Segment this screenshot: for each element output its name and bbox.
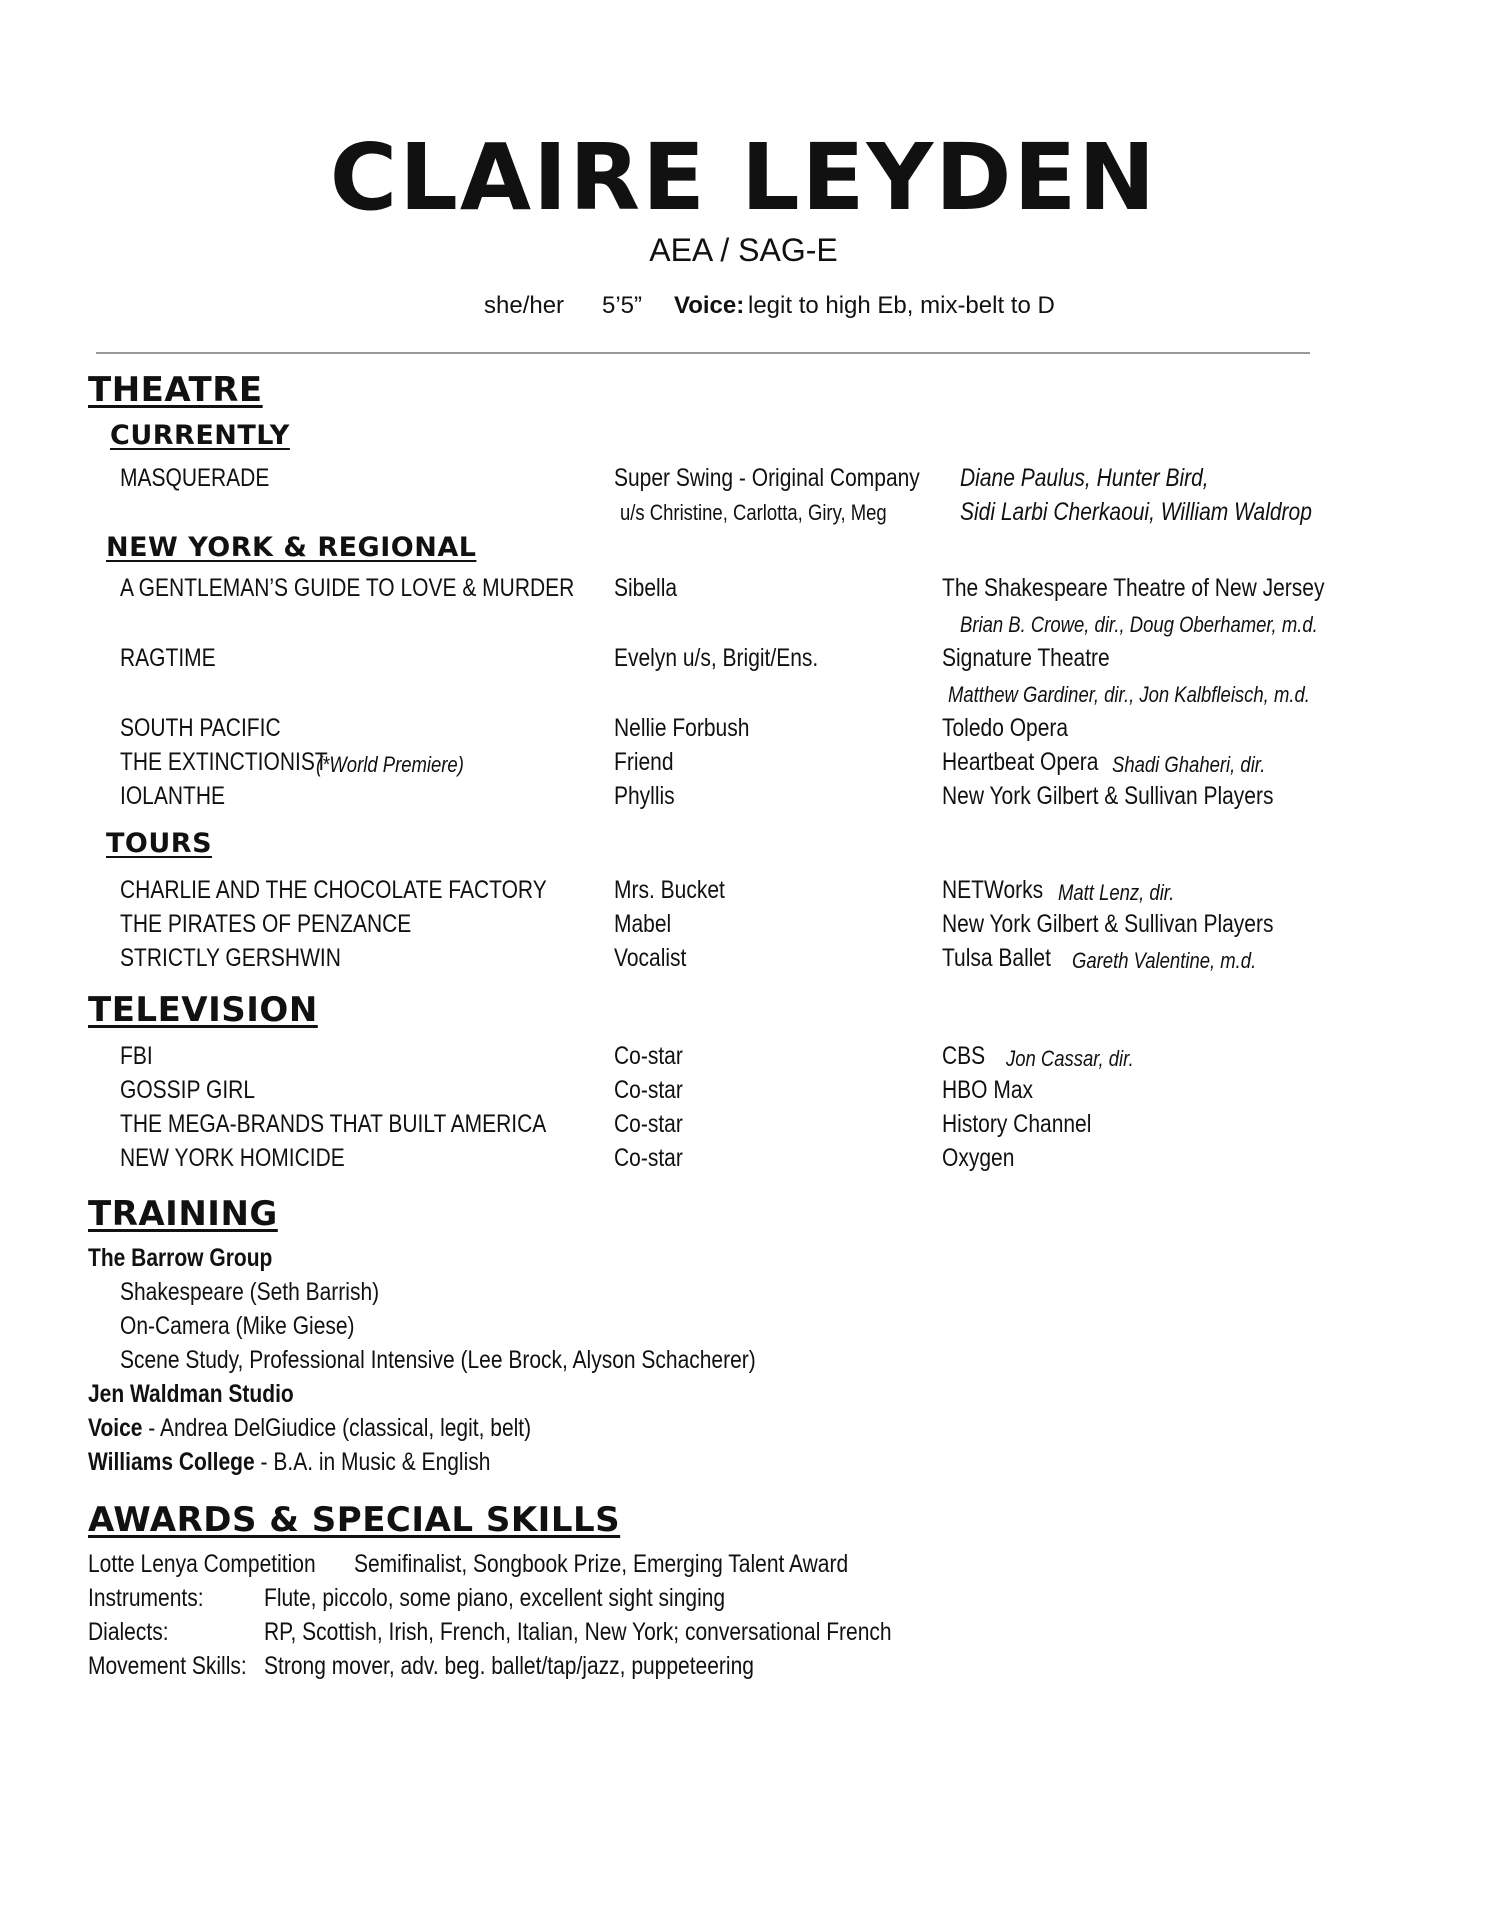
credit-director: Gareth Valentine, m.d. [1072, 948, 1257, 973]
header-divider [96, 352, 1310, 354]
training-college-text: - B.A. in Music & English [254, 1448, 491, 1476]
credit-role: Super Swing - Original Company [614, 464, 920, 492]
credit-network: CBS [942, 1042, 986, 1070]
credit-director: Jon Cassar, dir. [1006, 1046, 1134, 1071]
section-heading-awards-skills: AWARDS & SPECIAL SKILLS [88, 1500, 621, 1540]
credit-title: THE PIRATES OF PENZANCE [120, 910, 412, 938]
subheading-new-york-regional: NEW YORK & REGIONAL [106, 532, 477, 563]
training-voice [88, 1414, 531, 1443]
section-heading-television: TELEVISION [88, 990, 318, 1030]
credit-role: Co-star [614, 1042, 683, 1070]
credit-director: Matthew Gardiner, dir., Jon Kalbfleisch, m.d. [948, 682, 1310, 707]
credit-venue: Signature Theatre [942, 644, 1110, 672]
credit-title: GOSSIP GIRL [120, 1076, 256, 1104]
training-college-label: Williams College [88, 1448, 255, 1476]
union-affiliations: AEA / SAG-E [649, 232, 838, 268]
credit-title: RAGTIME [120, 644, 216, 672]
training-school: Jen Waldman Studio [88, 1380, 294, 1408]
credit-venue: Toledo Opera [942, 714, 1069, 742]
skill-label: Dialects: [88, 1618, 169, 1646]
credit-role: Co-star [614, 1144, 683, 1172]
training-voice-label: Voice [88, 1414, 143, 1442]
credit-role: Co-star [614, 1076, 683, 1104]
training-class: On-Camera (Mike Giese) [120, 1312, 355, 1340]
credit-title: NEW YORK HOMICIDE [120, 1144, 345, 1172]
pronouns: she/her [484, 292, 565, 319]
credit-role: Mabel [614, 910, 672, 938]
credit-role: Co-star [614, 1110, 683, 1138]
credit-role-note: u/s Christine, Carlotta, Giry, Meg [620, 500, 887, 525]
training-class: Shakespeare (Seth Barrish) [120, 1278, 380, 1306]
credit-title: SOUTH PACIFIC [120, 714, 281, 742]
credit-title: FBI [120, 1042, 153, 1070]
credit-role: Nellie Forbush [614, 714, 750, 742]
credit-title: A GENTLEMAN’S GUIDE TO LOVE & MURDER [120, 574, 575, 602]
credit-director: Brian B. Crowe, dir., Doug Oberhamer, m.d. [960, 612, 1318, 637]
credit-title: THE MEGA-BRANDS THAT BUILT AMERICA [120, 1110, 547, 1138]
credit-title: STRICTLY GERSHWIN [120, 944, 341, 972]
credit-role: Mrs. Bucket [614, 876, 725, 904]
credit-director: Sidi Larbi Cherkaoui, William Waldrop [960, 498, 1312, 526]
credit-role: Friend [614, 748, 674, 776]
section-heading-training: TRAINING [88, 1194, 278, 1234]
training-voice-text: - Andrea DelGiudice (classical, legit, belt) [142, 1414, 532, 1442]
credit-network: HBO Max [942, 1076, 1034, 1104]
credit-director: Shadi Ghaheri, dir. [1112, 752, 1266, 777]
credit-venue: Heartbeat Opera [942, 748, 1099, 776]
credit-venue: The Shakespeare Theatre of New Jersey [942, 574, 1325, 602]
skill-value: Strong mover, adv. beg. ballet/tap/jazz, puppeteering [264, 1652, 754, 1680]
credit-title: THE EXTINCTIONIST [120, 748, 328, 776]
voice-label: Voice: [674, 292, 745, 319]
credit-network: History Channel [942, 1110, 1092, 1138]
height: 5’5” [602, 292, 643, 319]
subheading-currently: CURRENTLY [110, 420, 290, 451]
skill-label: Movement Skills: [88, 1652, 247, 1680]
training-college [88, 1448, 490, 1477]
skill-label: Instruments: [88, 1584, 204, 1612]
credit-role: Vocalist [614, 944, 687, 972]
credit-venue: New York Gilbert & Sullivan Players [942, 910, 1274, 938]
credit-role: Evelyn u/s, Brigit/Ens. [614, 644, 819, 672]
credit-role: Sibella [614, 574, 678, 602]
section-heading-theatre: THEATRE [88, 370, 263, 410]
credit-venue: NETWorks [942, 876, 1044, 904]
credit-title: MASQUERADE [120, 464, 270, 492]
voice-range: legit to high Eb, mix-belt to D [748, 292, 1055, 319]
training-school: The Barrow Group [88, 1244, 273, 1272]
subheading-tours: TOURS [106, 828, 213, 859]
credit-venue: New York Gilbert & Sullivan Players [942, 782, 1274, 810]
credit-director: Diane Paulus, Hunter Bird, [960, 464, 1209, 492]
credit-venue: Tulsa Ballet [942, 944, 1051, 972]
skill-label: Lotte Lenya Competition [88, 1550, 316, 1578]
credit-title-note: (*World Premiere) [316, 752, 464, 777]
credit-director: Matt Lenz, dir. [1058, 880, 1175, 905]
credit-network: Oxygen [942, 1144, 1015, 1172]
credit-title: IOLANTHE [120, 782, 226, 810]
performer-name: CLAIRE LEYDEN [329, 124, 1158, 231]
skill-value: Flute, piccolo, some piano, excellent sight singing [264, 1584, 726, 1612]
skill-value: Semifinalist, Songbook Prize, Emerging Talent Award [354, 1550, 849, 1578]
skill-value: RP, Scottish, Irish, French, Italian, New York; conversational French [264, 1618, 892, 1646]
credit-role: Phyllis [614, 782, 675, 810]
credit-title: CHARLIE AND THE CHOCOLATE FACTORY [120, 876, 547, 904]
training-class: Scene Study, Professional Intensive (Lee Brock, Alyson Schacherer) [120, 1346, 756, 1374]
